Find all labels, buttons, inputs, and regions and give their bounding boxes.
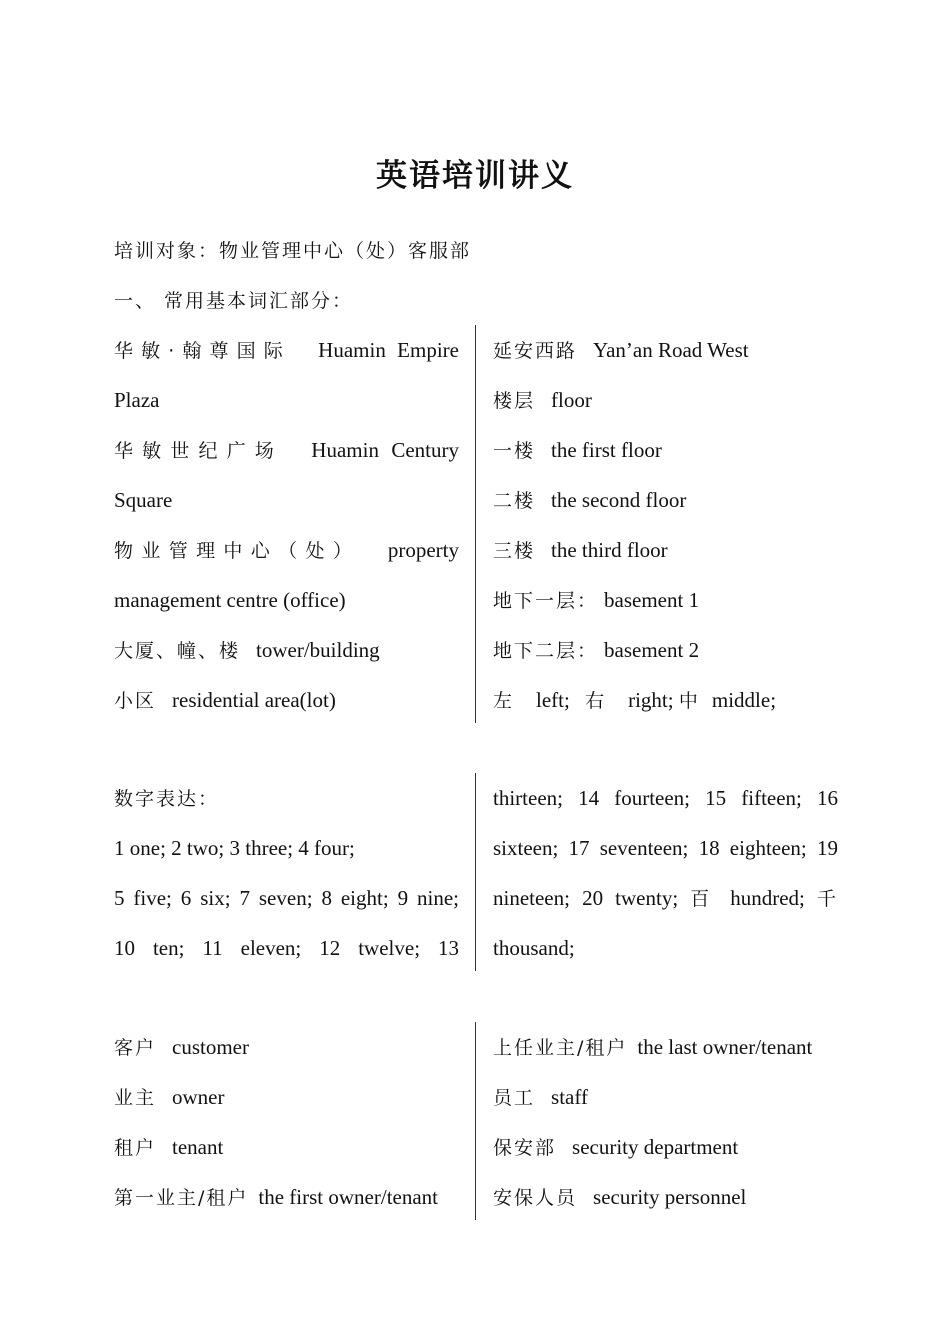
training-audience: 培训对象：物业管理中心（处）客服部 bbox=[114, 240, 472, 262]
numbers-line: sixteen; 17 seventeen; 18 eighteen; 19 bbox=[493, 836, 838, 860]
numbers-line: 10 ten; 11 eleven; 12 twelve; 13 bbox=[114, 936, 459, 960]
numbers-line: nineteen; 20 twenty; 百 hundred; 千 bbox=[493, 886, 838, 910]
numbers-column-left bbox=[114, 773, 459, 973]
vocab-entry: 业主 owner bbox=[114, 1085, 225, 1109]
vocab-entry: 保安部 security department bbox=[493, 1135, 739, 1159]
numbers-line: thirteen; 14 fourteen; 15 fifteen; 16 bbox=[493, 786, 838, 810]
vocab-entry: 二楼 the second floor bbox=[493, 488, 687, 512]
vocab-entry: 三楼 the third floor bbox=[493, 538, 668, 562]
vocab-entry: 楼层 floor bbox=[493, 388, 592, 412]
vocab-entry: 华敏·翰尊国际 Huamin Empire bbox=[114, 338, 459, 362]
vocab-entry: 华敏世纪广场 Huamin Century bbox=[114, 438, 459, 462]
vocab-entry-continued: Square bbox=[114, 488, 173, 512]
vocab-entry: 员工 staff bbox=[493, 1085, 588, 1109]
vocab-entry: 小区 residential area(lot) bbox=[114, 688, 336, 712]
vocab-column-right bbox=[493, 325, 838, 725]
column-divider bbox=[475, 773, 476, 971]
vocab-entry: 大厦、幢、楼 tower/building bbox=[114, 638, 380, 662]
vocab-block-people bbox=[114, 1022, 836, 1220]
vocab-entry: 租户 tenant bbox=[114, 1135, 224, 1159]
numbers-column-right bbox=[493, 773, 838, 973]
vocab-entry-continued: management centre (office) bbox=[114, 588, 346, 612]
vocab-entry-continued: Plaza bbox=[114, 388, 160, 412]
vocab-entry: 第一业主/租户 the first owner/tenant bbox=[114, 1185, 439, 1209]
vocab-block-numbers bbox=[114, 773, 836, 971]
vocab-entry: 一楼 the first floor bbox=[493, 438, 662, 462]
vocab-entry: 上任业主/租户 the last owner/tenant bbox=[493, 1035, 813, 1059]
numbers-heading: 数字表达： bbox=[114, 788, 220, 810]
vocab-column-right bbox=[493, 1022, 838, 1222]
vocab-entry: 客户 customer bbox=[114, 1035, 249, 1059]
vocab-block-places bbox=[114, 325, 836, 723]
vocab-column-left bbox=[114, 1022, 459, 1222]
vocab-entry: 地下一层： basement 1 bbox=[493, 588, 700, 612]
vocab-entry: 延安西路 Yan’an Road West bbox=[493, 338, 749, 362]
column-divider bbox=[475, 1022, 476, 1220]
vocab-entry: 物业管理中心（处） property bbox=[114, 538, 459, 562]
vocab-entry: 地下二层： basement 2 bbox=[493, 638, 700, 662]
numbers-line: 5 five; 6 six; 7 seven; 8 eight; 9 nine; bbox=[114, 886, 459, 910]
page-title: 英语培训讲义 bbox=[376, 158, 574, 194]
numbers-line: 1 one; 2 two; 3 three; 4 four; bbox=[114, 836, 355, 860]
vocab-entry-directions: 左 left; 右 right; 中 middle; bbox=[493, 688, 777, 712]
section-heading-vocabulary: 一、 常用基本词汇部分： bbox=[114, 290, 354, 312]
vocab-entry: 安保人员 security personnel bbox=[493, 1185, 747, 1209]
column-divider bbox=[475, 325, 476, 723]
numbers-line: thousand; bbox=[493, 936, 575, 960]
vocab-column-left bbox=[114, 325, 459, 725]
